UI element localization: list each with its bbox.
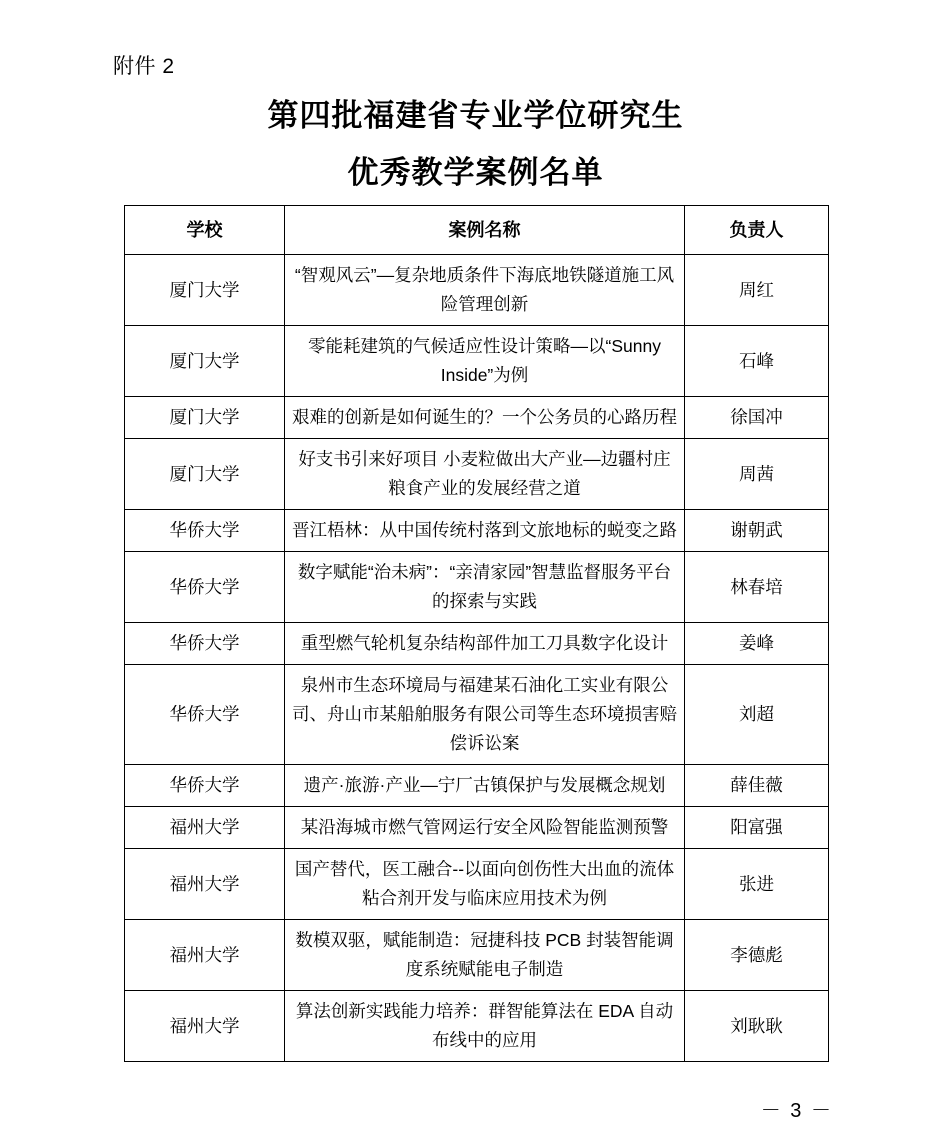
cell-school: 华侨大学 (125, 623, 285, 665)
cell-owner: 刘耿耿 (685, 991, 829, 1062)
cell-case: 数字赋能“治未病”：“亲清家园”智慧监督服务平台的探索与实践 (285, 552, 685, 623)
cell-case: 好支书引来好项目 小麦粒做出大产业—边疆村庄粮食产业的发展经营之道 (285, 439, 685, 510)
cell-school: 厦门大学 (125, 439, 285, 510)
table-header-row (125, 206, 829, 255)
column-header-school: 学校 (125, 206, 285, 255)
table-row (125, 255, 829, 326)
cell-case: 某沿海城市燃气管网运行安全风险智能监测预警 (285, 807, 685, 849)
cell-case: 泉州市生态环境局与福建某石油化工实业有限公司、舟山市某船舶服务有限公司等生态环境损害赔偿诉讼案 (285, 665, 685, 765)
table-row (125, 807, 829, 849)
cell-school: 福州大学 (125, 920, 285, 991)
table-row (125, 849, 829, 920)
cell-school: 华侨大学 (125, 552, 285, 623)
cell-school: 厦门大学 (125, 255, 285, 326)
column-header-owner: 负责人 (685, 206, 829, 255)
cell-case: 重型燃气轮机复杂结构部件加工刀具数字化设计 (285, 623, 685, 665)
cell-case: 算法创新实践能力培养：群智能算法在 EDA 自动布线中的应用 (285, 991, 685, 1062)
cell-owner: 李德彪 (685, 920, 829, 991)
table-row (125, 991, 829, 1062)
cell-owner: 刘超 (685, 665, 829, 765)
table-row (125, 439, 829, 510)
cell-owner: 阳富强 (685, 807, 829, 849)
attachment-label: 附件 2 (113, 55, 175, 78)
cell-owner: 姜峰 (685, 623, 829, 665)
cell-school: 华侨大学 (125, 510, 285, 552)
table-row (125, 326, 829, 397)
cell-case: 艰难的创新是如何诞生的？一个公务员的心路历程 (285, 397, 685, 439)
cell-school: 厦门大学 (125, 326, 285, 397)
page-title-line2: 优秀教学案例名单 (347, 155, 604, 191)
cell-owner: 石峰 (685, 326, 829, 397)
cell-school: 福州大学 (125, 849, 285, 920)
cell-case: 晋江梧林：从中国传统村落到文旅地标的蜕变之路 (285, 510, 685, 552)
table-row (125, 765, 829, 807)
table-header (125, 206, 829, 255)
cell-case: 遗产·旅游·产业—宁厂古镇保护与发展概念规划 (285, 765, 685, 807)
cell-case: 零能耗建筑的气候适应性设计策略—以“Sunny Inside”为例 (285, 326, 685, 397)
table-row (125, 397, 829, 439)
case-list-table (124, 205, 829, 1062)
table-row (125, 510, 829, 552)
cell-owner: 林春培 (685, 552, 829, 623)
table-row (125, 665, 829, 765)
cell-owner: 薛佳薇 (685, 765, 829, 807)
table-row (125, 920, 829, 991)
page-title (0, 88, 951, 202)
table-body (125, 255, 829, 1062)
page-number: － 3 － (760, 1100, 833, 1122)
column-header-case: 案例名称 (285, 206, 685, 255)
cell-school: 厦门大学 (125, 397, 285, 439)
cell-school: 华侨大学 (125, 765, 285, 807)
cell-owner: 周茜 (685, 439, 829, 510)
table-row (125, 623, 829, 665)
cell-case: 国产替代，医工融合--以面向创伤性大出血的流体粘合剂开发与临床应用技术为例 (285, 849, 685, 920)
cell-owner: 谢朝武 (685, 510, 829, 552)
cell-school: 福州大学 (125, 807, 285, 849)
cell-owner: 徐国冲 (685, 397, 829, 439)
cell-school: 福州大学 (125, 991, 285, 1062)
cell-owner: 张进 (685, 849, 829, 920)
cell-case: “智观风云”—复杂地质条件下海底地铁隧道施工风险管理创新 (285, 255, 685, 326)
cell-owner: 周红 (685, 255, 829, 326)
page-title-line1: 第四批福建省专业学位研究生 (267, 98, 684, 134)
table-row (125, 552, 829, 623)
cell-school: 华侨大学 (125, 665, 285, 765)
cell-case: 数模双驱，赋能制造：冠捷科技 PCB 封装智能调度系统赋能电子制造 (285, 920, 685, 991)
